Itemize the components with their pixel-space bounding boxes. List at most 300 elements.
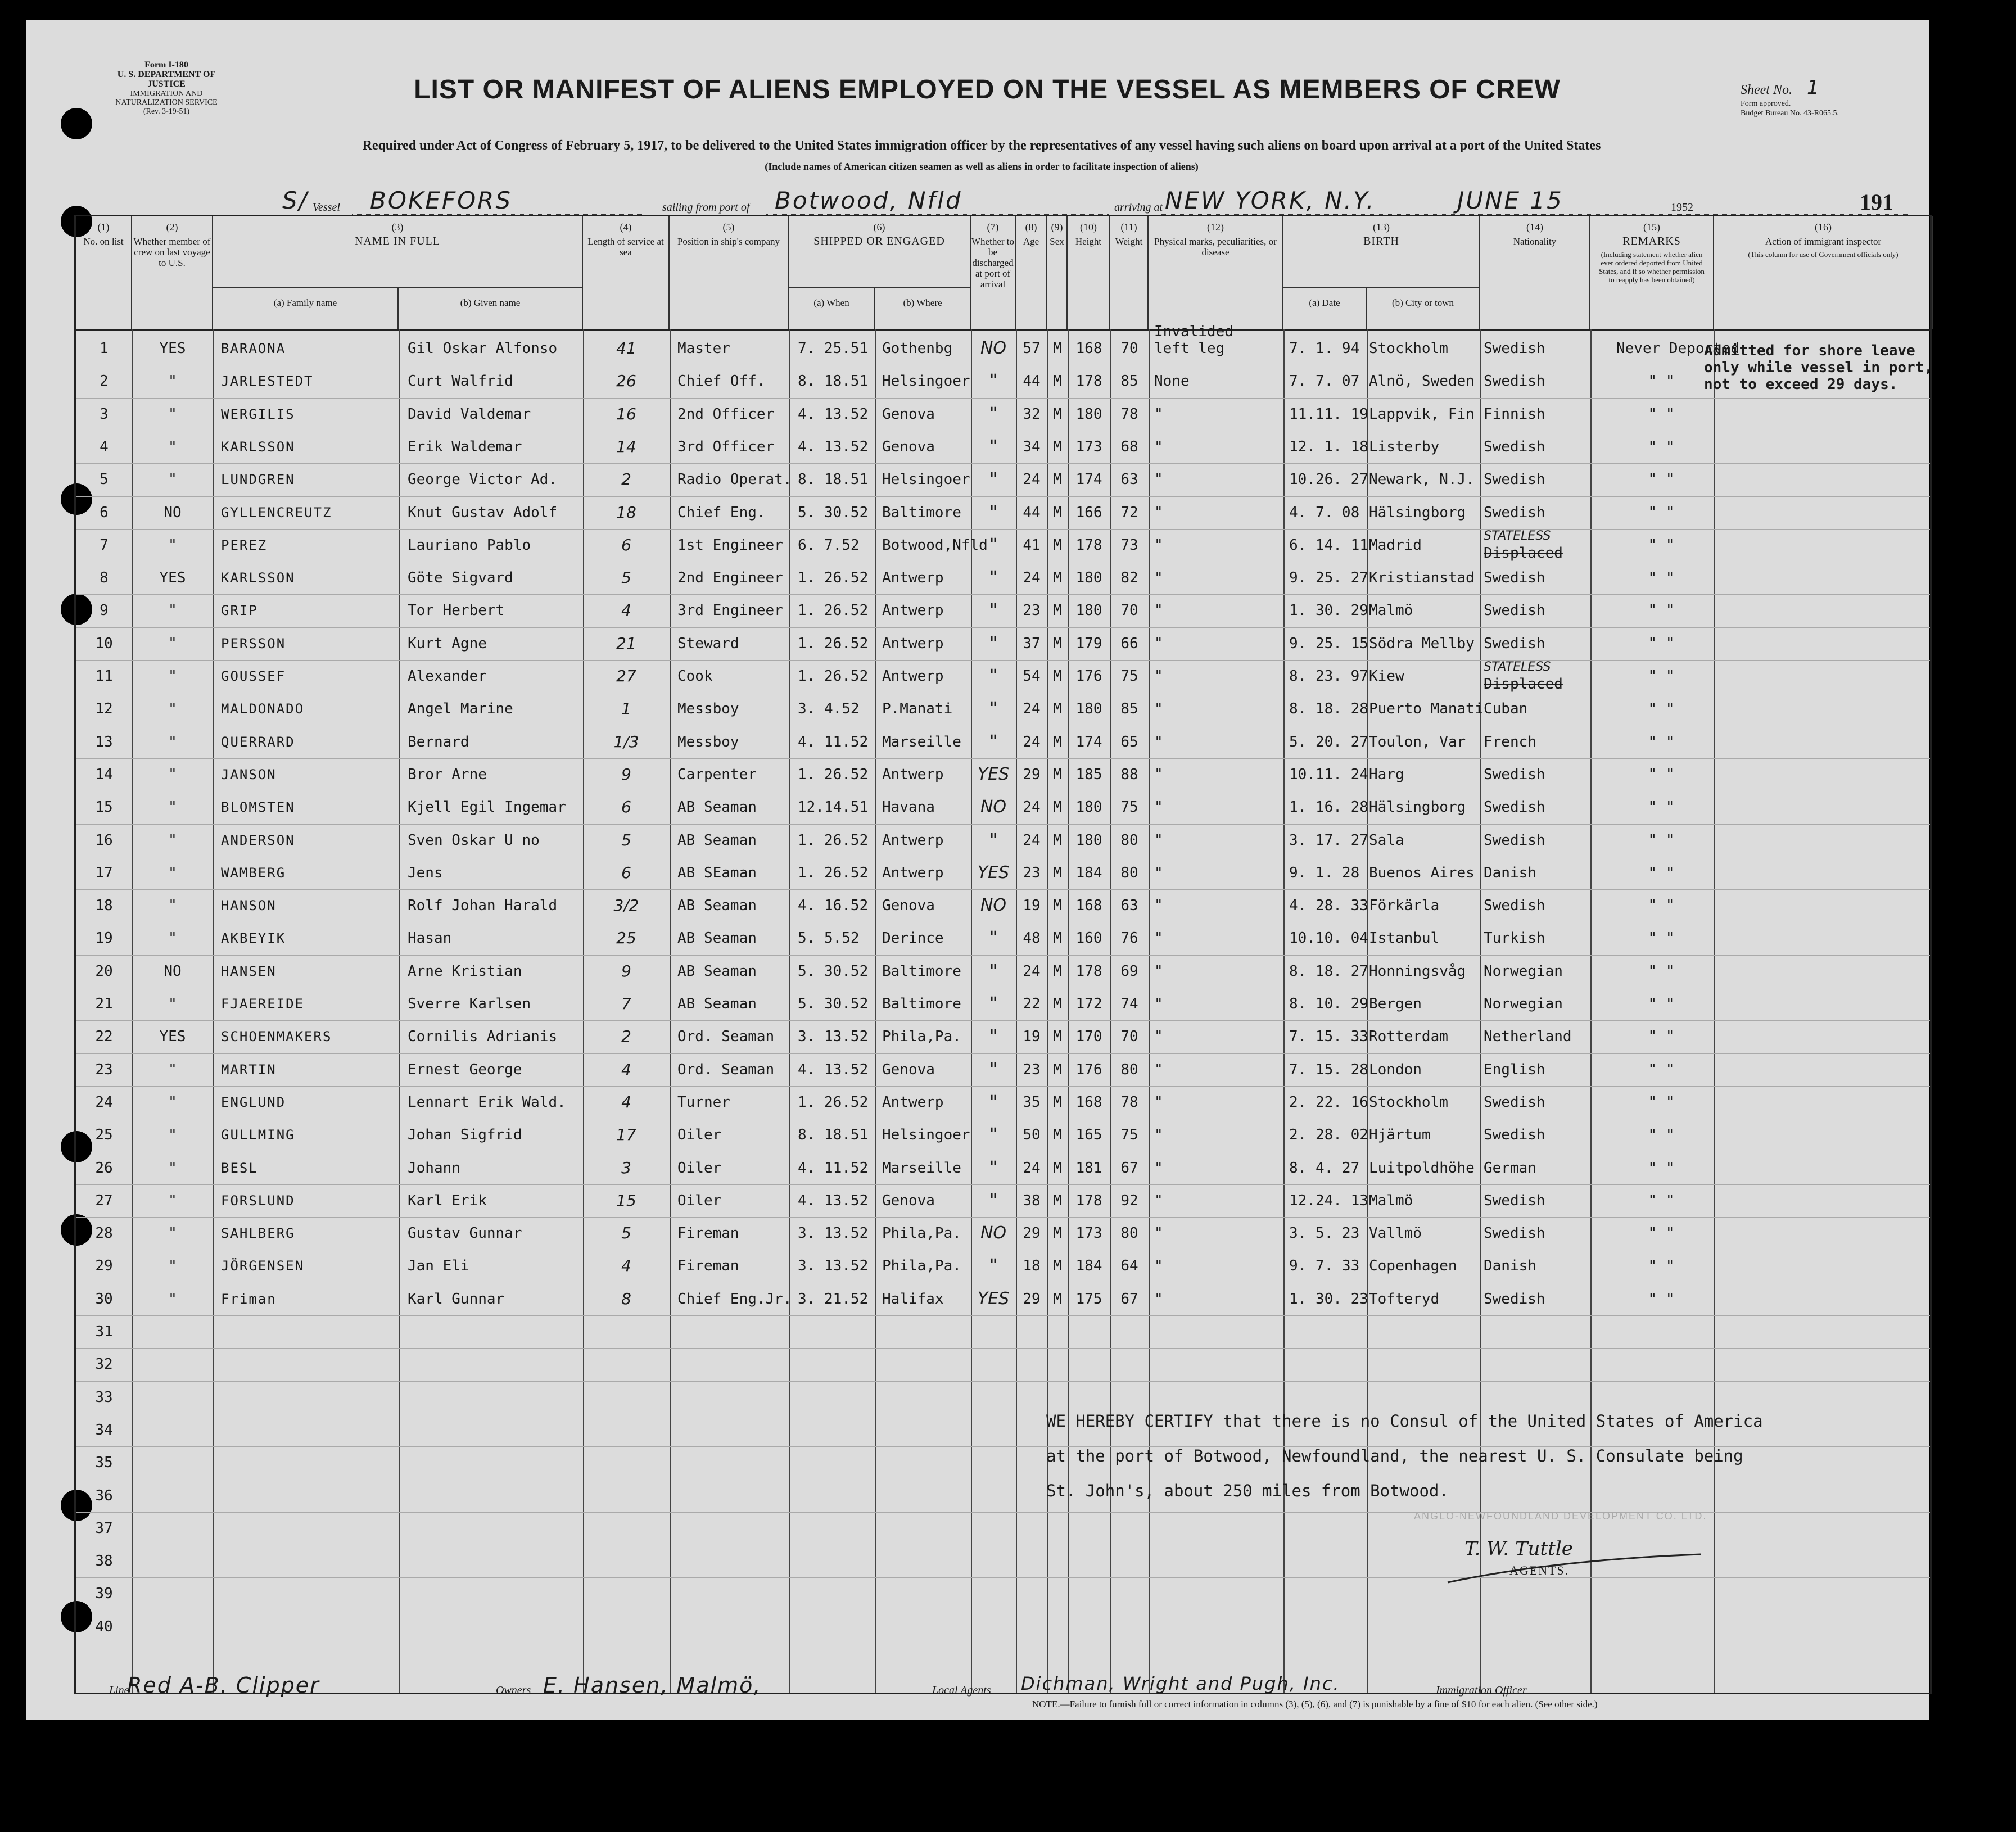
subcolumn-header: (b) City or town [1367, 287, 1480, 329]
table-cell: " [989, 404, 997, 424]
table-cell: " [168, 1061, 177, 1078]
table-cell: " [989, 830, 997, 850]
table-cell: M [1053, 340, 1062, 357]
table-cell: " [168, 1159, 177, 1177]
table-cell: NO [164, 504, 182, 521]
table-cell: Förkärla [1369, 897, 1440, 915]
table-cell: " " [1648, 930, 1675, 947]
table-cell: 24 [1023, 569, 1041, 587]
remarks-note: (Including statement whether alien ever ordered deported from United States, and if so whether permission to reapply has been obtained) [1599, 250, 1705, 284]
table-cell: " [989, 371, 997, 391]
table-cell: " [1154, 799, 1163, 816]
vessel-label: Vessel [313, 201, 340, 214]
struck-nationality: Displaced [1484, 676, 1563, 693]
table-cell: " " [1648, 1290, 1675, 1308]
table-cell: " [168, 1225, 177, 1242]
table-cell: Malmö [1369, 602, 1413, 619]
table-cell: M [1053, 1257, 1062, 1275]
empty-row-number: 36 [95, 1487, 113, 1504]
table-cell: M [1053, 1093, 1062, 1111]
table-cell: 1. 26.52 [798, 668, 869, 685]
table-cell: " [168, 766, 177, 783]
table-cell: AB Seaman [677, 996, 757, 1012]
column-label: Whether member of crew on last voyage to U.S. [133, 236, 211, 268]
table-cell: " [989, 1157, 997, 1178]
row-rule [76, 627, 1930, 628]
table-cell: 32 [1023, 405, 1041, 423]
arriving-label: arriving at [1114, 201, 1163, 214]
table-cell: " " [1648, 569, 1675, 587]
table-cell: M [1053, 897, 1062, 915]
table-cell: 25 [616, 929, 636, 948]
table-cell: Chief Eng.Jr. [677, 1290, 792, 1308]
table-cell: Södra Mellby [1369, 635, 1475, 652]
table-cell: " [168, 864, 177, 881]
table-cell: 8 [100, 569, 109, 587]
table-cell: Antwerp [882, 831, 944, 849]
table-cell: 70 [1120, 340, 1138, 357]
table-cell: 3rd Officer [677, 438, 775, 455]
table-cell: 3. 5. 23 [1289, 1225, 1360, 1242]
table-cell: ANDERSON [221, 832, 295, 848]
table-cell: M [1053, 1159, 1062, 1177]
table-cell: 180 [1075, 700, 1102, 718]
column-rule [213, 329, 214, 1693]
table-cell: WAMBERG [221, 865, 286, 881]
table-cell: " [1154, 635, 1163, 652]
column-header [1110, 216, 1149, 329]
column-number: (13) [1373, 221, 1390, 233]
table-cell: Swedish [1484, 1225, 1545, 1242]
table-cell: 21 [616, 634, 636, 653]
table-cell: 38 [1023, 1192, 1041, 1209]
table-cell: " " [1648, 373, 1675, 390]
table-cell: 3 [100, 405, 109, 423]
table-cell: M [1053, 438, 1062, 455]
table-cell: 7 [100, 536, 109, 554]
column-number: (7) [987, 221, 999, 233]
table-cell: " [1154, 831, 1163, 849]
table-cell: Karl Gunnar [408, 1290, 505, 1308]
header-rule [76, 329, 1930, 331]
table-cell: " [989, 928, 997, 948]
column-label: BIRTH [1363, 235, 1399, 247]
column-header [971, 216, 1016, 329]
table-cell: Helsingoer [882, 373, 970, 390]
table-cell: 2. 22. 16 [1289, 1093, 1368, 1111]
table-cell: " [989, 535, 997, 555]
footer-note: NOTE.—Failure to furnish full or correct information in columns (3), (5), (6), and (7) is punishable by a fine of $10 for each alien. (See other side.) [1032, 1699, 1598, 1709]
table-cell: 18 [1023, 1257, 1041, 1275]
manifest-page [26, 20, 1933, 1720]
table-cell: 80 [1120, 831, 1138, 849]
table-cell: 3. 13.52 [798, 1257, 869, 1275]
table-cell: SCHOENMAKERS [221, 1029, 332, 1045]
table-cell: Danish [1484, 1257, 1536, 1275]
table-cell: 85 [1120, 373, 1138, 390]
table-cell: 20 [95, 962, 113, 980]
table-cell: 63 [1120, 471, 1138, 488]
table-cell: Halifax [882, 1290, 944, 1308]
table-cell: " [989, 1256, 997, 1276]
table-cell: 1 [100, 340, 109, 357]
row-rule [76, 955, 1930, 956]
table-cell: 15 [616, 1191, 636, 1210]
table-cell: " [989, 699, 997, 719]
table-cell: 1. 26.52 [798, 602, 869, 619]
table-cell: Marseille [882, 1159, 961, 1177]
table-cell: 170 [1075, 1028, 1102, 1046]
table-cell: STATELESS [1484, 660, 1551, 674]
table-cell: NO [980, 1223, 1007, 1243]
table-cell: " " [1648, 897, 1675, 915]
table-cell: M [1053, 1127, 1062, 1144]
table-cell: 4. 11.52 [798, 733, 869, 750]
table-cell: Madrid [1369, 536, 1422, 554]
table-cell: 8. 18. 27 [1289, 962, 1368, 980]
empty-row-number: 35 [95, 1454, 113, 1472]
table-cell: M [1053, 668, 1062, 685]
table-cell: M [1053, 1192, 1062, 1209]
table-cell: 180 [1075, 799, 1102, 816]
table-cell: " " [1648, 799, 1675, 816]
table-cell: " [168, 930, 177, 947]
table-cell: JÖRGENSEN [221, 1258, 305, 1274]
table-cell: " [168, 536, 177, 554]
column-header [1068, 216, 1110, 329]
table-cell: " [1154, 438, 1163, 455]
sheet-number [1741, 76, 1819, 99]
table-cell: 160 [1075, 930, 1102, 947]
table-cell: Swedish [1484, 438, 1545, 455]
column-label: Age [1023, 236, 1039, 247]
table-cell: Phila,Pa. [882, 1257, 961, 1275]
row-rule [76, 529, 1930, 530]
table-cell: Johann [408, 1159, 460, 1177]
table-cell: Swedish [1484, 1093, 1545, 1111]
table-cell: AB Seaman [677, 930, 757, 947]
table-cell: 174 [1075, 471, 1102, 488]
table-cell: " " [1648, 1225, 1675, 1242]
table-cell: 41 [1023, 536, 1041, 554]
table-cell: AB Seaman [677, 897, 757, 915]
agents-label: AGENTS. [1509, 1563, 1570, 1577]
table-cell: 15 [95, 799, 113, 816]
table-cell: AB Seaman [677, 831, 757, 849]
table-cell: " " [1648, 733, 1675, 750]
certification-line-3: St. John's, about 250 miles from Botwood. [1046, 1481, 1449, 1500]
column-number: (11) [1120, 221, 1137, 233]
table-cell: Tor Herbert [408, 602, 505, 619]
table-cell: " [1154, 569, 1163, 587]
table-cell: Kurt Agne [408, 635, 487, 652]
table-cell: Finnish [1484, 405, 1545, 423]
table-cell: 78 [1120, 1093, 1138, 1111]
table-cell: M [1053, 569, 1062, 587]
table-cell: 11.11. 19 [1289, 405, 1368, 423]
table-cell: 7. 25.51 [798, 340, 869, 357]
table-cell: 24 [95, 1093, 113, 1111]
table-cell: Norwegian [1484, 962, 1563, 980]
table-cell: 9. 7. 33 [1289, 1257, 1360, 1275]
table-cell: 5. 30.52 [798, 962, 869, 980]
table-cell: YES [159, 340, 186, 357]
table-cell: Swedish [1484, 799, 1545, 816]
row-rule [76, 398, 1930, 399]
table-cell: " [1154, 602, 1163, 619]
subcolumn-header: (a) Family name [213, 287, 399, 329]
table-cell: " [1154, 1290, 1163, 1308]
column-label: Physical marks, peculiarities, or disease [1154, 236, 1277, 257]
table-cell: Radio Operat. [677, 471, 792, 488]
approval-line: Form approved. [1741, 99, 1791, 108]
table-cell: M [1053, 602, 1062, 619]
table-cell: 5 [621, 830, 631, 849]
table-cell: Swedish [1484, 635, 1545, 652]
table-cell: 1. 30. 23 [1289, 1290, 1368, 1308]
table-cell: 4. 16.52 [798, 897, 869, 915]
table-cell: 28 [95, 1225, 113, 1242]
table-cell: STATELESS [1484, 528, 1551, 543]
table-cell: " [168, 1257, 177, 1275]
empty-row-number: 33 [95, 1388, 113, 1406]
table-cell: 23 [1023, 864, 1041, 881]
table-cell: " [989, 633, 997, 653]
table-cell: " [989, 731, 997, 752]
table-cell: 29 [1023, 1290, 1041, 1308]
column-label: SHIPPED OR ENGAGED [813, 235, 945, 247]
table-cell: Gothenbg [882, 340, 953, 357]
table-cell: " " [1648, 1257, 1675, 1275]
table-cell: YES [159, 1028, 186, 1046]
table-cell: M [1053, 471, 1062, 488]
table-cell: Phila,Pa. [882, 1028, 961, 1046]
table-cell: Netherland [1484, 1028, 1572, 1046]
table-cell: WERGILIS [221, 406, 295, 422]
table-cell: " [1154, 1093, 1163, 1111]
service: IMMIGRATION AND NATURALIZATION SERVICE [115, 89, 218, 107]
row-rule [76, 758, 1930, 759]
table-cell: GYLLENCREUTZ [221, 504, 332, 521]
table-cell: Göte Sigvard [408, 569, 513, 587]
table-cell: " [1154, 733, 1163, 750]
table-cell: " [1154, 897, 1163, 915]
table-cell: 180 [1075, 831, 1102, 849]
column-number: (3) [391, 221, 404, 233]
column-header [1016, 216, 1047, 329]
table-cell: 10.26. 27 [1289, 471, 1368, 488]
table-cell: Messboy [677, 733, 739, 750]
table-cell: " [989, 469, 997, 490]
table-cell: GOUSSEF [221, 668, 286, 684]
column-number: (14) [1526, 221, 1543, 233]
table-cell: " [989, 1125, 997, 1145]
row-rule [76, 1217, 1930, 1218]
column-rule [789, 329, 790, 1693]
approval-line: Budget Bureau No. 43-R065.5. [1741, 109, 1839, 117]
arrival-date: JUNE 15 [1457, 187, 1563, 214]
table-cell: AB Seaman [677, 962, 757, 980]
table-cell: 17 [616, 1125, 636, 1145]
table-cell: " [168, 700, 177, 718]
table-cell: 7. 7. 07 [1289, 373, 1360, 390]
table-cell: Gil Oskar Alfonso [408, 340, 558, 357]
table-cell: 26 [616, 372, 636, 391]
table-cell: 24 [1023, 962, 1041, 980]
table-cell: 1. 30. 29 [1289, 602, 1368, 619]
table-cell: 8. 4. 27 [1289, 1159, 1360, 1177]
table-cell: 76 [1120, 930, 1138, 947]
column-label: Height [1075, 236, 1102, 247]
table-cell: 29 [1023, 766, 1041, 783]
table-cell: " [1154, 1028, 1163, 1046]
column-number: (5) [722, 221, 735, 233]
column-number: (2) [166, 221, 178, 233]
table-cell: David Valdemar [408, 405, 531, 423]
table-cell: 68 [1120, 438, 1138, 455]
table-cell: 3rd Engineer [677, 602, 783, 619]
table-cell: " [168, 373, 177, 390]
table-cell: JANSON [221, 766, 277, 782]
table-cell: Genova [882, 897, 935, 915]
vessel-prefix: S/ [282, 187, 309, 214]
table-cell: BESL [221, 1160, 258, 1176]
inspector-remark: Admitted for shore leave only while vessel in port, not to exceed 29 days. [1704, 342, 1933, 393]
table-cell: " [1154, 996, 1163, 1012]
table-cell: Swedish [1484, 602, 1545, 619]
table-cell: 13 [95, 733, 113, 750]
table-cell: " " [1648, 504, 1675, 521]
table-cell: Steward [677, 635, 739, 652]
table-cell: 1. 26.52 [798, 831, 869, 849]
table-cell: 35 [1023, 1093, 1041, 1111]
column-number: (1) [97, 221, 110, 233]
table-cell: FORSLUND [221, 1192, 295, 1209]
table-cell: 30 [95, 1290, 113, 1308]
certification-line-2: at the port of Botwood, Newfoundland, the nearest U. S. Consulate being [1046, 1446, 1743, 1465]
table-cell: 21 [95, 996, 113, 1012]
column-header [1714, 216, 1933, 329]
table-cell: " [1154, 1257, 1163, 1275]
table-cell: Alexander [408, 668, 487, 685]
column-header [1047, 216, 1068, 329]
table-cell: M [1053, 1028, 1062, 1046]
table-cell: 1. 26.52 [798, 635, 869, 652]
table-cell: Kristianstad [1369, 569, 1475, 587]
table-cell: 165 [1075, 1127, 1102, 1144]
subcolumn-header: (b) Where [875, 287, 971, 329]
immigration-officer-label: Immigration Officer [1436, 1684, 1527, 1697]
table-cell: 64 [1120, 1257, 1138, 1275]
department: U. S. DEPARTMENT OF JUSTICE [117, 70, 216, 89]
table-cell: 3 [621, 1158, 631, 1177]
table-cell: BARAONA [221, 341, 286, 356]
table-cell: 8. 18.51 [798, 1127, 869, 1144]
table-cell: Genova [882, 1192, 935, 1209]
table-cell: 8. 18.51 [798, 471, 869, 488]
table-cell: " [168, 635, 177, 652]
table-cell: HANSON [221, 898, 277, 914]
table-cell: 70 [1120, 1028, 1138, 1046]
table-cell: Bergen [1369, 996, 1422, 1012]
table-cell: None [1154, 373, 1190, 390]
table-cell: 6 [621, 535, 631, 554]
table-cell: Luitpoldhöhe [1369, 1159, 1475, 1177]
table-cell: " " [1648, 766, 1675, 783]
table-cell: P.Manati [882, 700, 953, 718]
table-cell: 6. 7.52 [798, 536, 860, 554]
table-cell: 10.10. 04 [1289, 930, 1368, 947]
table-cell: Swedish [1484, 897, 1545, 915]
page-number: 191 [1860, 189, 1893, 215]
table-cell: Norwegian [1484, 996, 1563, 1012]
table-cell: 173 [1075, 1225, 1102, 1242]
table-cell: 85 [1120, 700, 1138, 718]
table-cell: Swedish [1484, 373, 1545, 390]
table-cell: 12.14.51 [798, 799, 869, 816]
empty-row-number: 32 [95, 1356, 113, 1373]
table-cell: Antwerp [882, 864, 944, 881]
table-cell: Ernest George [408, 1061, 522, 1078]
column-label: Nationality [1513, 236, 1557, 247]
table-cell: Listerby [1369, 438, 1440, 455]
table-cell: 6 [621, 863, 631, 882]
year: 1952 [1671, 201, 1693, 214]
table-cell: " [168, 1093, 177, 1111]
sheet-value: 1 [1806, 76, 1819, 99]
table-cell: Hälsingborg [1369, 799, 1466, 816]
column-header [1480, 216, 1590, 329]
table-cell: " [1154, 930, 1163, 947]
table-cell: M [1053, 373, 1062, 390]
signature-flourish [1442, 1537, 1723, 1588]
table-cell: 34 [1023, 438, 1041, 455]
table-cell: 69 [1120, 962, 1138, 980]
table-cell: 75 [1120, 668, 1138, 685]
owners-value: E. Hansen, Malmö, [543, 1673, 762, 1698]
table-cell: Sala [1369, 831, 1404, 849]
table-cell: 5. 30.52 [798, 996, 869, 1012]
column-header [132, 216, 213, 329]
table-cell: " [989, 1092, 997, 1112]
table-cell: 4 [621, 1092, 631, 1111]
table-cell: 8. 18.51 [798, 373, 869, 390]
table-cell: Master [677, 340, 730, 357]
table-cell: Antwerp [882, 569, 944, 587]
table-cell: M [1053, 930, 1062, 947]
column-label: Weight [1115, 236, 1143, 247]
table-cell: " [1154, 1159, 1163, 1177]
column-number: (15) [1643, 221, 1660, 233]
row-rule [76, 889, 1930, 890]
table-cell: GULLMING [221, 1127, 295, 1143]
row-rule [76, 660, 1930, 661]
table-cell: " [1154, 700, 1163, 718]
table-cell: 9 [621, 765, 631, 784]
column-label: Action of immigrant inspector [1765, 236, 1882, 247]
table-cell: Chief Eng. [677, 504, 766, 521]
table-cell: 1. 26.52 [798, 766, 869, 783]
column-rule [1480, 329, 1481, 1693]
table-cell: 12. 1. 18 [1289, 438, 1368, 455]
table-cell: AKBEYIK [221, 930, 286, 947]
table-cell: " [1154, 864, 1163, 881]
table-cell: " [989, 502, 997, 522]
table-cell: 7. 15. 28 [1289, 1061, 1368, 1078]
table-cell: Antwerp [882, 635, 944, 652]
table-cell: 9 [621, 961, 631, 980]
table-cell: " [1154, 1225, 1163, 1242]
